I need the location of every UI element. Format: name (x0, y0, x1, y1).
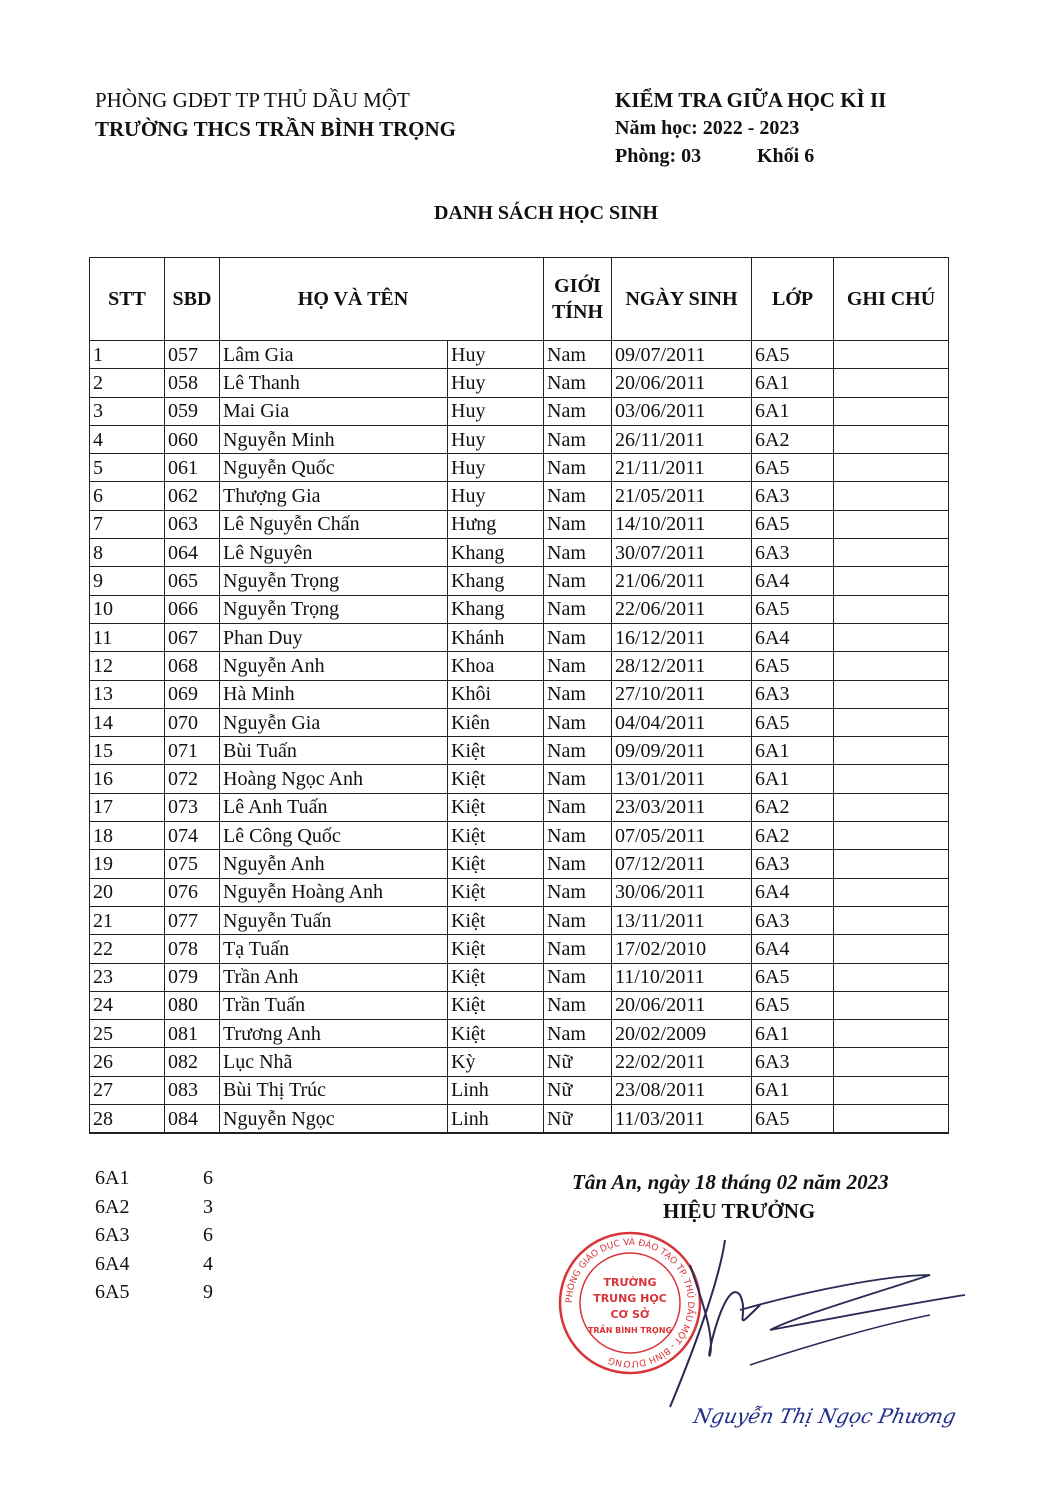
cell-note (834, 623, 949, 651)
cell-note (834, 567, 949, 595)
cell-dob: 28/12/2011 (612, 652, 752, 680)
table-row (90, 454, 949, 482)
cell-gender: Nam (544, 708, 612, 736)
cell-first: Kiệt (448, 878, 544, 906)
cell-sbd: 081 (165, 1020, 220, 1048)
col-header-gender (544, 258, 612, 341)
cell-class: 6A2 (752, 822, 834, 850)
cell-stt: 24 (90, 991, 165, 1019)
cell-first: Huy (448, 369, 544, 397)
cell-sbd: 068 (165, 652, 220, 680)
cell-last: Trương Anh (220, 1020, 448, 1048)
cell-last: Mai Gia (220, 397, 448, 425)
cell-first: Linh (448, 1105, 544, 1134)
cell-first: Kiệt (448, 906, 544, 934)
cell-note (834, 708, 949, 736)
cell-class: 6A3 (752, 482, 834, 510)
cell-first: Kiên (448, 708, 544, 736)
cell-dob: 30/06/2011 (612, 878, 752, 906)
cell-first: Khang (448, 595, 544, 623)
cell-first: Kiệt (448, 793, 544, 821)
cell-class: 6A3 (752, 539, 834, 567)
cell-dob: 21/06/2011 (612, 567, 752, 595)
cell-stt: 4 (90, 425, 165, 453)
cell-class: 6A5 (752, 341, 834, 369)
cell-stt: 28 (90, 1105, 165, 1134)
cell-dob: 30/07/2011 (612, 539, 752, 567)
cell-note (834, 878, 949, 906)
cell-class: 6A5 (752, 510, 834, 538)
cell-last: Hà Minh (220, 680, 448, 708)
summary-class: 6A4 (95, 1252, 130, 1275)
cell-dob: 17/02/2010 (612, 935, 752, 963)
cell-sbd: 067 (165, 623, 220, 651)
table-row (90, 425, 949, 453)
summary-row (95, 1224, 223, 1253)
department-name: PHÒNG GDĐT TP THỦ DẦU MỘT (95, 88, 410, 112)
table-row (90, 341, 949, 369)
cell-class: 6A1 (752, 737, 834, 765)
cell-stt: 14 (90, 708, 165, 736)
table-row (90, 623, 949, 651)
cell-stt: 25 (90, 1020, 165, 1048)
cell-stt: 12 (90, 652, 165, 680)
cell-sbd: 072 (165, 765, 220, 793)
table-row (90, 906, 949, 934)
cell-class: 6A5 (752, 991, 834, 1019)
cell-class: 6A1 (752, 369, 834, 397)
cell-class: 6A5 (752, 595, 834, 623)
cell-gender: Nam (544, 793, 612, 821)
summary-class: 6A1 (95, 1167, 130, 1189)
cell-last: Nguyễn Trọng (220, 567, 448, 595)
cell-sbd: 063 (165, 510, 220, 538)
cell-sbd: 065 (165, 567, 220, 595)
cell-note (834, 793, 949, 821)
cell-stt: 15 (90, 737, 165, 765)
table-row (90, 539, 949, 567)
cell-gender: Nữ (544, 1076, 612, 1104)
cell-stt: 16 (90, 765, 165, 793)
cell-gender: Nam (544, 369, 612, 397)
cell-class: 6A3 (752, 906, 834, 934)
summary-class: 6A2 (95, 1195, 130, 1218)
cell-gender: Nam (544, 878, 612, 906)
cell-note (834, 850, 949, 878)
summary-count: 3 (203, 1195, 213, 1218)
school-name: TRƯỜNG THCS TRẦN BÌNH TRỌNG (95, 117, 456, 141)
cell-note (834, 397, 949, 425)
cell-note (834, 510, 949, 538)
col-header-note: GHI CHÚ (834, 258, 949, 341)
cell-gender: Nam (544, 482, 612, 510)
room-number: Phòng: 03 (615, 145, 702, 167)
summary-class: 6A5 (95, 1281, 130, 1303)
cell-note (834, 425, 949, 453)
table-row (90, 567, 949, 595)
col-header-name: HỌ VÀ TÊN (220, 258, 544, 341)
stamp-text-line: TRƯỜNG (603, 1276, 657, 1289)
cell-stt: 7 (90, 510, 165, 538)
gender-header-line1: GIỚI (554, 275, 601, 297)
cell-sbd: 066 (165, 595, 220, 623)
cell-first: Kiệt (448, 737, 544, 765)
cell-class: 6A5 (752, 1105, 834, 1134)
cell-dob: 13/01/2011 (612, 765, 752, 793)
summary-row (95, 1167, 223, 1196)
cell-sbd: 079 (165, 963, 220, 991)
cell-note (834, 1020, 949, 1048)
cell-dob: 04/04/2011 (612, 708, 752, 736)
cell-sbd: 083 (165, 1076, 220, 1104)
cell-dob: 13/11/2011 (612, 906, 752, 934)
summary-row (95, 1281, 223, 1310)
stamp-text-line: TRẦN BÌNH TRỌNG (587, 1326, 673, 1335)
school-year: Năm học: 2022 - 2023 (615, 117, 800, 139)
cell-last: Lê Nguyễn Chấn (220, 510, 448, 538)
cell-dob: 03/06/2011 (612, 397, 752, 425)
cell-gender: Nam (544, 425, 612, 453)
cell-stt: 23 (90, 963, 165, 991)
cell-last: Tạ Tuấn (220, 935, 448, 963)
cell-gender: Nam (544, 906, 612, 934)
table-header-row (90, 258, 949, 341)
cell-gender: Nam (544, 454, 612, 482)
cell-note (834, 1105, 949, 1134)
cell-last: Lê Anh Tuấn (220, 793, 448, 821)
cell-class: 6A3 (752, 680, 834, 708)
cell-last: Nguyễn Anh (220, 850, 448, 878)
cell-sbd: 060 (165, 425, 220, 453)
cell-gender: Nam (544, 567, 612, 595)
summary-row (95, 1196, 223, 1225)
cell-first: Khoa (448, 652, 544, 680)
cell-note (834, 454, 949, 482)
cell-class: 6A2 (752, 425, 834, 453)
cell-gender: Nữ (544, 1048, 612, 1076)
cell-first: Huy (448, 397, 544, 425)
signer-name: Nguyễn Thị Ngọc Phương (691, 1404, 959, 1428)
cell-note (834, 1048, 949, 1076)
cell-dob: 23/03/2011 (612, 793, 752, 821)
cell-note (834, 369, 949, 397)
document-title: DANH SÁCH HỌC SINH (434, 202, 658, 224)
exam-title: KIỂM TRA GIỮA HỌC KÌ II (615, 88, 887, 112)
cell-last: Trần Anh (220, 963, 448, 991)
cell-first: Huy (448, 482, 544, 510)
cell-class: 6A3 (752, 1048, 834, 1076)
cell-gender: Nam (544, 935, 612, 963)
cell-stt: 1 (90, 341, 165, 369)
col-header-stt: STT (90, 258, 165, 341)
gender-header-line2: TÍNH (551, 301, 604, 323)
table-row (90, 1076, 949, 1104)
table-row (90, 482, 949, 510)
cell-stt: 8 (90, 539, 165, 567)
cell-first: Kỳ (448, 1048, 544, 1076)
cell-class: 6A5 (752, 454, 834, 482)
table-row (90, 708, 949, 736)
cell-first: Khang (448, 539, 544, 567)
table-row (90, 793, 949, 821)
cell-gender: Nam (544, 595, 612, 623)
cell-note (834, 595, 949, 623)
cell-class: 6A1 (752, 1076, 834, 1104)
cell-sbd: 082 (165, 1048, 220, 1076)
summary-count: 6 (203, 1167, 213, 1189)
cell-first: Huy (448, 454, 544, 482)
cell-first: Kiệt (448, 1020, 544, 1048)
cell-last: Thượng Gia (220, 482, 448, 510)
cell-stt: 22 (90, 935, 165, 963)
cell-first: Kiệt (448, 991, 544, 1019)
cell-sbd: 057 (165, 341, 220, 369)
cell-dob: 22/02/2011 (612, 1048, 752, 1076)
cell-dob: 16/12/2011 (612, 623, 752, 651)
cell-class: 6A5 (752, 708, 834, 736)
cell-dob: 22/06/2011 (612, 595, 752, 623)
cell-stt: 18 (90, 822, 165, 850)
cell-note (834, 765, 949, 793)
cell-stt: 26 (90, 1048, 165, 1076)
cell-stt: 10 (90, 595, 165, 623)
cell-dob: 07/12/2011 (612, 850, 752, 878)
stamp-text-line: CƠ SỞ (610, 1308, 650, 1321)
cell-gender: Nam (544, 539, 612, 567)
cell-sbd: 077 (165, 906, 220, 934)
class-summary (95, 1167, 223, 1310)
cell-dob: 23/08/2011 (612, 1076, 752, 1104)
cell-sbd: 076 (165, 878, 220, 906)
cell-sbd: 080 (165, 991, 220, 1019)
cell-last: Nguyễn Tuấn (220, 906, 448, 934)
table-body (90, 341, 949, 1134)
cell-class: 6A5 (752, 963, 834, 991)
cell-note (834, 680, 949, 708)
cell-sbd: 084 (165, 1105, 220, 1134)
cell-last: Lâm Gia (220, 341, 448, 369)
cell-note (834, 1076, 949, 1104)
cell-note (834, 341, 949, 369)
cell-sbd: 069 (165, 680, 220, 708)
cell-first: Kiệt (448, 850, 544, 878)
cell-last: Lục Nhã (220, 1048, 448, 1076)
cell-stt: 5 (90, 454, 165, 482)
cell-last: Nguyễn Hoàng Anh (220, 878, 448, 906)
table-row (90, 1048, 949, 1076)
handwritten-signature (630, 1235, 970, 1410)
cell-last: Nguyễn Trọng (220, 595, 448, 623)
cell-last: Lê Thanh (220, 369, 448, 397)
cell-class: 6A4 (752, 878, 834, 906)
stamp-text-line: TRUNG HỌC (593, 1292, 667, 1305)
cell-dob: 26/11/2011 (612, 425, 752, 453)
cell-dob: 09/09/2011 (612, 737, 752, 765)
cell-gender: Nam (544, 1020, 612, 1048)
cell-dob: 11/10/2011 (612, 963, 752, 991)
table-row (90, 991, 949, 1019)
cell-gender: Nam (544, 397, 612, 425)
cell-gender: Nam (544, 991, 612, 1019)
cell-class: 6A2 (752, 793, 834, 821)
table-row (90, 595, 949, 623)
cell-dob: 09/07/2011 (612, 341, 752, 369)
cell-stt: 19 (90, 850, 165, 878)
cell-last: Lê Công Quốc (220, 822, 448, 850)
cell-note (834, 935, 949, 963)
table-row (90, 963, 949, 991)
cell-note (834, 963, 949, 991)
table-row (90, 1020, 949, 1048)
cell-first: Hưng (448, 510, 544, 538)
cell-note (834, 906, 949, 934)
col-header-class: LỚP (752, 258, 834, 341)
cell-sbd: 074 (165, 822, 220, 850)
cell-last: Nguyễn Anh (220, 652, 448, 680)
cell-gender: Nam (544, 510, 612, 538)
cell-dob: 14/10/2011 (612, 510, 752, 538)
signature-date: Tân An, ngày 18 tháng 02 năm 2023 (572, 1170, 889, 1194)
cell-gender: Nam (544, 963, 612, 991)
cell-first: Huy (448, 341, 544, 369)
cell-gender: Nam (544, 737, 612, 765)
summary-count: 6 (203, 1224, 213, 1246)
cell-last: Bùi Tuấn (220, 737, 448, 765)
cell-last: Phan Duy (220, 623, 448, 651)
cell-dob: 21/11/2011 (612, 454, 752, 482)
cell-sbd: 061 (165, 454, 220, 482)
cell-first: Linh (448, 1076, 544, 1104)
cell-dob: 11/03/2011 (612, 1105, 752, 1134)
table-row (90, 652, 949, 680)
signer-role: HIỆU TRƯỞNG (663, 1199, 816, 1223)
cell-stt: 2 (90, 369, 165, 397)
cell-class: 6A4 (752, 935, 834, 963)
cell-stt: 6 (90, 482, 165, 510)
cell-dob: 20/06/2011 (612, 991, 752, 1019)
cell-last: Nguyễn Minh (220, 425, 448, 453)
cell-class: 6A3 (752, 850, 834, 878)
table-row (90, 510, 949, 538)
student-table (89, 257, 949, 1134)
cell-sbd: 078 (165, 935, 220, 963)
cell-note (834, 737, 949, 765)
svg-text:PHÒNG GIÁO DỤC VÀ ĐÀO TẠO TP.: PHÒNG GIÁO DỤC VÀ ĐÀO TẠO TP. THỦ DẦU MỘT - BÌNH DƯƠNG (564, 1237, 696, 1369)
cell-stt: 13 (90, 680, 165, 708)
col-header-dob: NGÀY SINH (612, 258, 752, 341)
cell-dob: 20/02/2009 (612, 1020, 752, 1048)
cell-first: Kiệt (448, 765, 544, 793)
cell-sbd: 075 (165, 850, 220, 878)
cell-sbd: 071 (165, 737, 220, 765)
cell-gender: Nam (544, 765, 612, 793)
cell-class: 6A1 (752, 1020, 834, 1048)
cell-sbd: 059 (165, 397, 220, 425)
table-row (90, 1105, 949, 1134)
cell-class: 6A5 (752, 652, 834, 680)
cell-dob: 20/06/2011 (612, 369, 752, 397)
cell-stt: 11 (90, 623, 165, 651)
cell-last: Nguyễn Quốc (220, 454, 448, 482)
cell-sbd: 064 (165, 539, 220, 567)
summary-count: 4 (203, 1252, 213, 1275)
cell-note (834, 822, 949, 850)
cell-stt: 20 (90, 878, 165, 906)
cell-class: 6A4 (752, 567, 834, 595)
table-row (90, 765, 949, 793)
cell-first: Khang (448, 567, 544, 595)
cell-last: Bùi Thị Trúc (220, 1076, 448, 1104)
table-row (90, 369, 949, 397)
cell-gender: Nam (544, 822, 612, 850)
summary-count: 9 (203, 1281, 213, 1303)
grade-level: Khối 6 (757, 145, 815, 167)
cell-gender: Nam (544, 850, 612, 878)
cell-note (834, 482, 949, 510)
table-row (90, 935, 949, 963)
cell-sbd: 070 (165, 708, 220, 736)
cell-gender: Nam (544, 680, 612, 708)
cell-last: Nguyễn Ngọc (220, 1105, 448, 1134)
summary-row (95, 1253, 223, 1282)
table-row (90, 822, 949, 850)
cell-sbd: 073 (165, 793, 220, 821)
room-grade-line (615, 145, 814, 168)
cell-first: Khánh (448, 623, 544, 651)
cell-first: Kiệt (448, 963, 544, 991)
cell-sbd: 058 (165, 369, 220, 397)
cell-last: Lê Nguyên (220, 539, 448, 567)
cell-class: 6A4 (752, 623, 834, 651)
cell-gender: Nam (544, 341, 612, 369)
table-row (90, 680, 949, 708)
table-row (90, 737, 949, 765)
col-header-sbd: SBD (165, 258, 220, 341)
cell-stt: 3 (90, 397, 165, 425)
cell-gender: Nam (544, 623, 612, 651)
table-row (90, 878, 949, 906)
table-row (90, 397, 949, 425)
cell-class: 6A1 (752, 765, 834, 793)
cell-gender: Nữ (544, 1105, 612, 1134)
cell-note (834, 539, 949, 567)
cell-note (834, 991, 949, 1019)
cell-dob: 27/10/2011 (612, 680, 752, 708)
cell-stt: 17 (90, 793, 165, 821)
cell-note (834, 652, 949, 680)
table-row (90, 850, 949, 878)
cell-last: Nguyễn Gia (220, 708, 448, 736)
cell-last: Hoàng Ngọc Anh (220, 765, 448, 793)
cell-class: 6A1 (752, 397, 834, 425)
cell-stt: 21 (90, 906, 165, 934)
cell-first: Huy (448, 425, 544, 453)
cell-first: Khôi (448, 680, 544, 708)
summary-class: 6A3 (95, 1224, 130, 1246)
cell-dob: 21/05/2011 (612, 482, 752, 510)
cell-last: Trần Tuấn (220, 991, 448, 1019)
cell-first: Kiệt (448, 935, 544, 963)
cell-sbd: 062 (165, 482, 220, 510)
cell-stt: 9 (90, 567, 165, 595)
cell-stt: 27 (90, 1076, 165, 1104)
cell-gender: Nam (544, 652, 612, 680)
cell-dob: 07/05/2011 (612, 822, 752, 850)
cell-first: Kiệt (448, 822, 544, 850)
